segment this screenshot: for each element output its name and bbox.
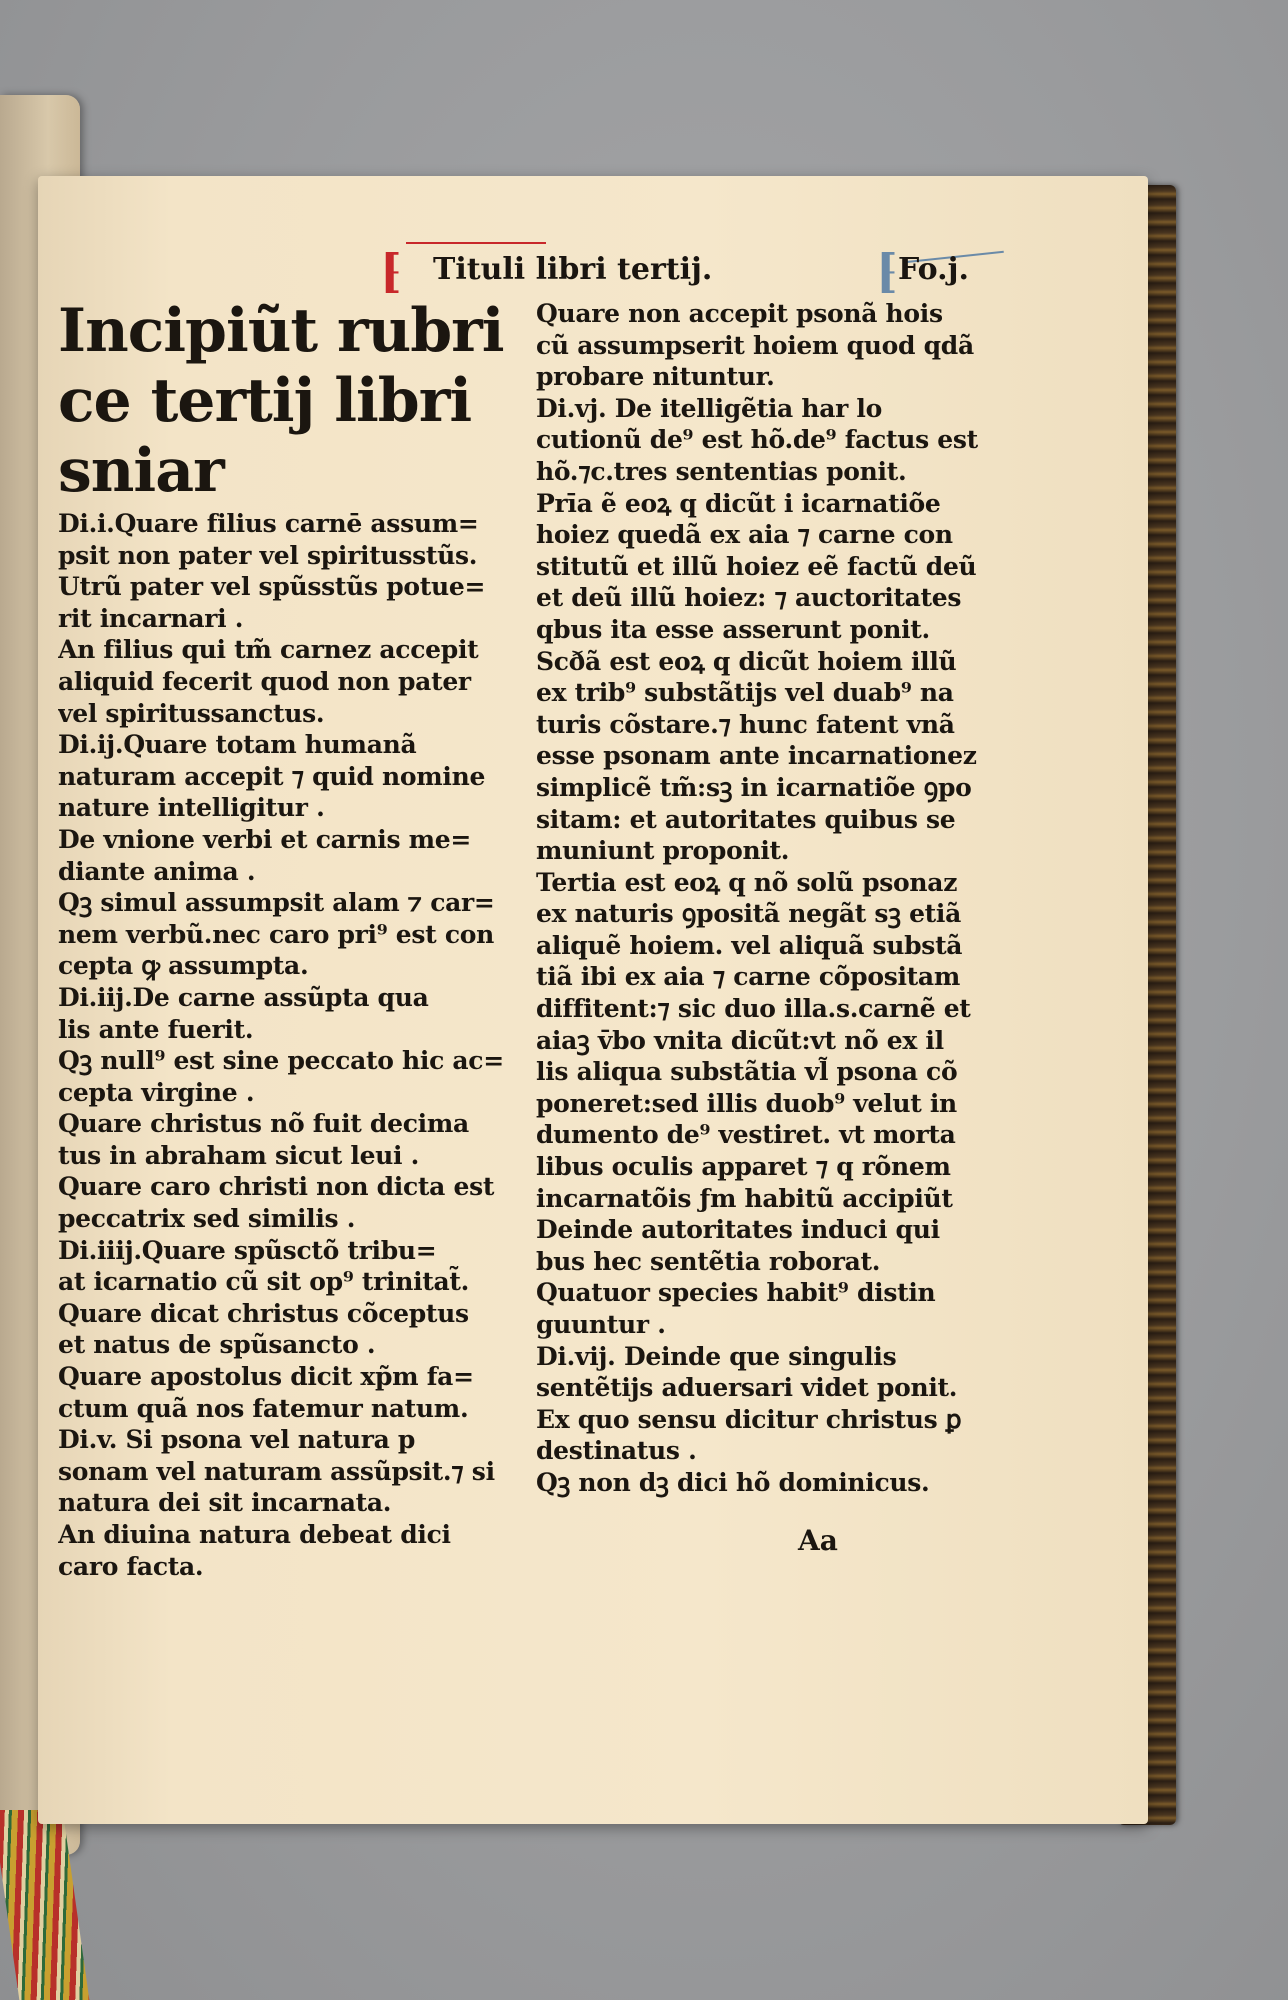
text-line: aiaꝫ v̄bo vnita dicũt:vt nõ ex il (536, 1025, 944, 1055)
text-line: cepta virgine . (58, 1077, 255, 1107)
folio-number: Fo.j. (898, 252, 969, 287)
text-line: aliquid fecerit quod non pater (58, 666, 471, 696)
text-line: sonam vel naturam assũpsit.⁊ si (58, 1456, 495, 1486)
text-line: Quare dicat christus cõceptus (58, 1298, 469, 1328)
text-line: Di.ij.Quare totam humanã (58, 730, 417, 760)
text-line: vel spiritussanctus. (58, 698, 325, 728)
text-line: at icarnatio cũ sit op⁹ trinitat̃. (58, 1267, 470, 1297)
text-line: Di.iij.De carne assũpta qua (58, 982, 429, 1012)
text-line: nature intelligitur . (58, 793, 325, 823)
text-line: Quatuor species habit⁹ distin (536, 1278, 936, 1308)
text-line: poneret:sed illis duob⁹ velut in (536, 1088, 957, 1118)
text-line: caro facta. (58, 1551, 204, 1581)
right-column-text (536, 298, 1018, 1499)
text-line: muniunt proponit. (536, 836, 790, 866)
text-line: Scðã est eoꝝ q dicũt hoiem illũ (536, 646, 957, 676)
text-line: rit incarnari . (58, 603, 244, 633)
text-line: Quare non accepit psonã hois (536, 299, 943, 328)
text-line: et natus de spũsancto . (58, 1330, 376, 1360)
text-line: guuntur . (536, 1310, 666, 1339)
text-line: Di.vj. De itelligẽtia har lo (536, 393, 882, 423)
text-line: libus oculis apparet ⁊ q rõnem (536, 1152, 951, 1182)
text-line: Di.i.Quare filius carnē assum= (58, 509, 479, 538)
text-line: tus in abraham sicut leui . (58, 1140, 420, 1170)
text-line: Qꝫ simul assumpsit alam ⁊ car= (58, 888, 495, 918)
text-line: simplicẽ tm̃:sꝫ in icarnatiõe ꝯpo (536, 772, 972, 802)
text-line: Tertia est eoꝝ q nõ solũ psonaz (536, 867, 958, 897)
text-line: De vnione verbi et carnis me= (58, 824, 472, 854)
text-line: cepta ꝙ assumpta. (58, 951, 309, 981)
running-head: Tituli libri tertij. (433, 252, 713, 287)
text-line: incarnatõis ƒm habitũ accipiũt (536, 1183, 953, 1213)
incipit-heading: Incipiũt rubri ce tertij libri sniar (58, 296, 504, 506)
text-line: dumento de⁹ vestiret. vt morta (536, 1120, 956, 1150)
blue-paragraph-mark-icon: ⁅ (876, 244, 898, 298)
text-line: Qꝫ non dꝫ dici hõ dominicus. (536, 1467, 930, 1497)
text-line: probare nituntur. (536, 362, 775, 392)
text-line: naturam accepit ⁊ quid nomine (58, 761, 486, 791)
text-line: Utrũ pater vel spũsstũs potue= (58, 572, 486, 602)
signature-mark: Aa (798, 1524, 838, 1557)
text-line: Qꝫ null⁹ est sine peccato hic ac= (58, 1046, 504, 1076)
text-line: Di.vij. Deinde que singulis (536, 1341, 897, 1371)
text-line: cũ assumpserit hoiem quod qdã (536, 330, 974, 360)
text-line: ex trib⁹ substãtijs vel duab⁹ na (536, 678, 954, 708)
text-line: diffitent:⁊ sic duo illa.s.carnẽ et (536, 994, 971, 1024)
text-line: sentẽtijs aduersari videt ponit. (536, 1373, 958, 1403)
text-line: cutionũ de⁹ est hõ.de⁹ factus est (536, 425, 978, 455)
text-line: natura dei sit incarnata. (58, 1488, 392, 1518)
text-line: psit non pater vel spiritusstũs. (58, 540, 478, 570)
text-line: bus hec sentẽtia roborat. (536, 1246, 881, 1276)
text-line: Di.iiij.Quare spũsctõ tribu= (58, 1235, 437, 1265)
text-line: nem verbũ.nec caro pri⁹ est con (58, 919, 494, 949)
red-paragraph-mark-icon: ⁅ (380, 244, 402, 298)
left-column-text (58, 508, 536, 1582)
left-column (58, 296, 536, 1582)
book-page (38, 176, 1148, 1824)
text-line: ctum quã nos fatemur natum. (58, 1393, 469, 1423)
text-line: Quare christus nõ fuit decima (58, 1109, 469, 1139)
text-line: Deinde autoritates induci qui (536, 1215, 940, 1245)
text-line: peccatrix sed similis . (58, 1204, 356, 1234)
text-line: An filius qui tm̃ carnez accepit (58, 635, 479, 665)
text-line: Ex quo sensu dicitur christus ꝑ (536, 1404, 962, 1434)
text-line: esse psonam ante incarnationez (536, 741, 977, 771)
text-line: qbus ita esse asserunt ponit. (536, 614, 930, 644)
text-line: tiã ibi ex aia ⁊ carne cõpositam (536, 962, 960, 992)
text-line: destinatus . (536, 1436, 697, 1466)
text-line: hoiez quedã ex aia ⁊ carne con (536, 520, 953, 550)
text-line: lis aliqua substãtia vl̃ psona cõ (536, 1057, 958, 1087)
text-line: lis ante fuerit. (58, 1014, 254, 1044)
text-line: Quare apostolus dicit xp̃m fa= (58, 1362, 474, 1392)
text-line: et deũ illũ hoiez: ⁊ auctoritates (536, 583, 962, 613)
text-line: Di.v. Si psona vel natura p (58, 1425, 416, 1455)
text-line: Quare caro christi non dicta est (58, 1172, 495, 1202)
red-rubrication-stroke (406, 242, 546, 244)
text-line: diante anima . (58, 856, 256, 886)
text-line: turis cõstare.⁊ hunc fatent vnã (536, 709, 955, 739)
text-line: stitutũ et illũ hoiez eẽ factũ deũ (536, 551, 977, 581)
text-line: sitam: et autoritates quibus se (536, 804, 956, 834)
text-line: aliquẽ hoiem. vel aliquã substã (536, 930, 963, 960)
text-line: Prīa ẽ eoꝝ q dicũt i icarnatiõe (536, 488, 941, 518)
text-line: An diuina natura debeat dici (58, 1520, 451, 1549)
text-line: hõ.⁊c.tres sententias ponit. (536, 456, 907, 486)
right-column (536, 298, 1018, 1499)
text-line: ex naturis ꝯpositã negãt sꝫ etiã (536, 899, 962, 929)
